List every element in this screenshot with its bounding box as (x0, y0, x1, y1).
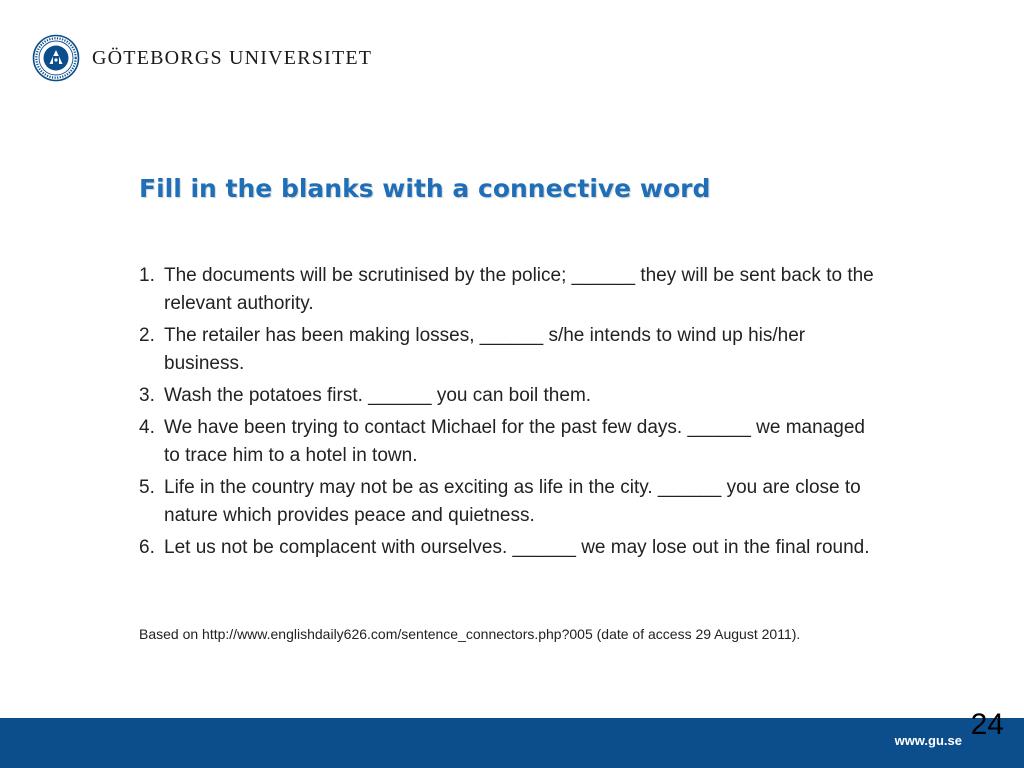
exercise-item (139, 534, 879, 562)
item-text: Let us not be complacent with ourselves. ______ we may lose out in the final round. (164, 537, 870, 558)
item-number: 2. (139, 325, 155, 346)
exercise-item (139, 322, 879, 378)
item-text: The retailer has been making losses, ______ s/he intends to wind up his/her business. (164, 325, 806, 374)
university-name: GÖTEBORGS UNIVERSITET (92, 46, 373, 69)
exercise-item (139, 262, 879, 318)
item-text: We have been trying to contact Michael for the past few days. ______ we managed to trace him to a hotel in town. (164, 417, 865, 466)
slide-title: Fill in the blanks with a connective word (139, 174, 711, 203)
item-text: The documents will be scrutinised by the police; ______ they will be sent back to the relevant authority. (164, 265, 874, 314)
source-note: Based on http://www.englishdaily626.com/sentence_connectors.php?005 (date of access 29 August 2011). (139, 626, 801, 642)
item-text: Life in the country may not be as exciting as life in the city. ______ you are close to nature which provides peace and quietness. (164, 477, 861, 526)
exercise-list (139, 262, 879, 566)
item-number: 6. (139, 537, 155, 558)
item-number: 4. (139, 417, 155, 438)
footer-url[interactable]: www.gu.se (894, 733, 962, 748)
exercise-item (139, 474, 879, 530)
exercise-item (139, 382, 879, 410)
exercise-item (139, 414, 879, 470)
item-number: 3. (139, 385, 155, 406)
header-logo (32, 34, 372, 82)
university-seal-icon (32, 34, 80, 82)
item-number: 5. (139, 477, 155, 498)
item-number: 1. (139, 265, 155, 286)
item-text: Wash the potatoes first. ______ you can boil them. (164, 385, 592, 406)
footer-bar (0, 718, 1024, 768)
page-number: 24 (970, 708, 1004, 741)
